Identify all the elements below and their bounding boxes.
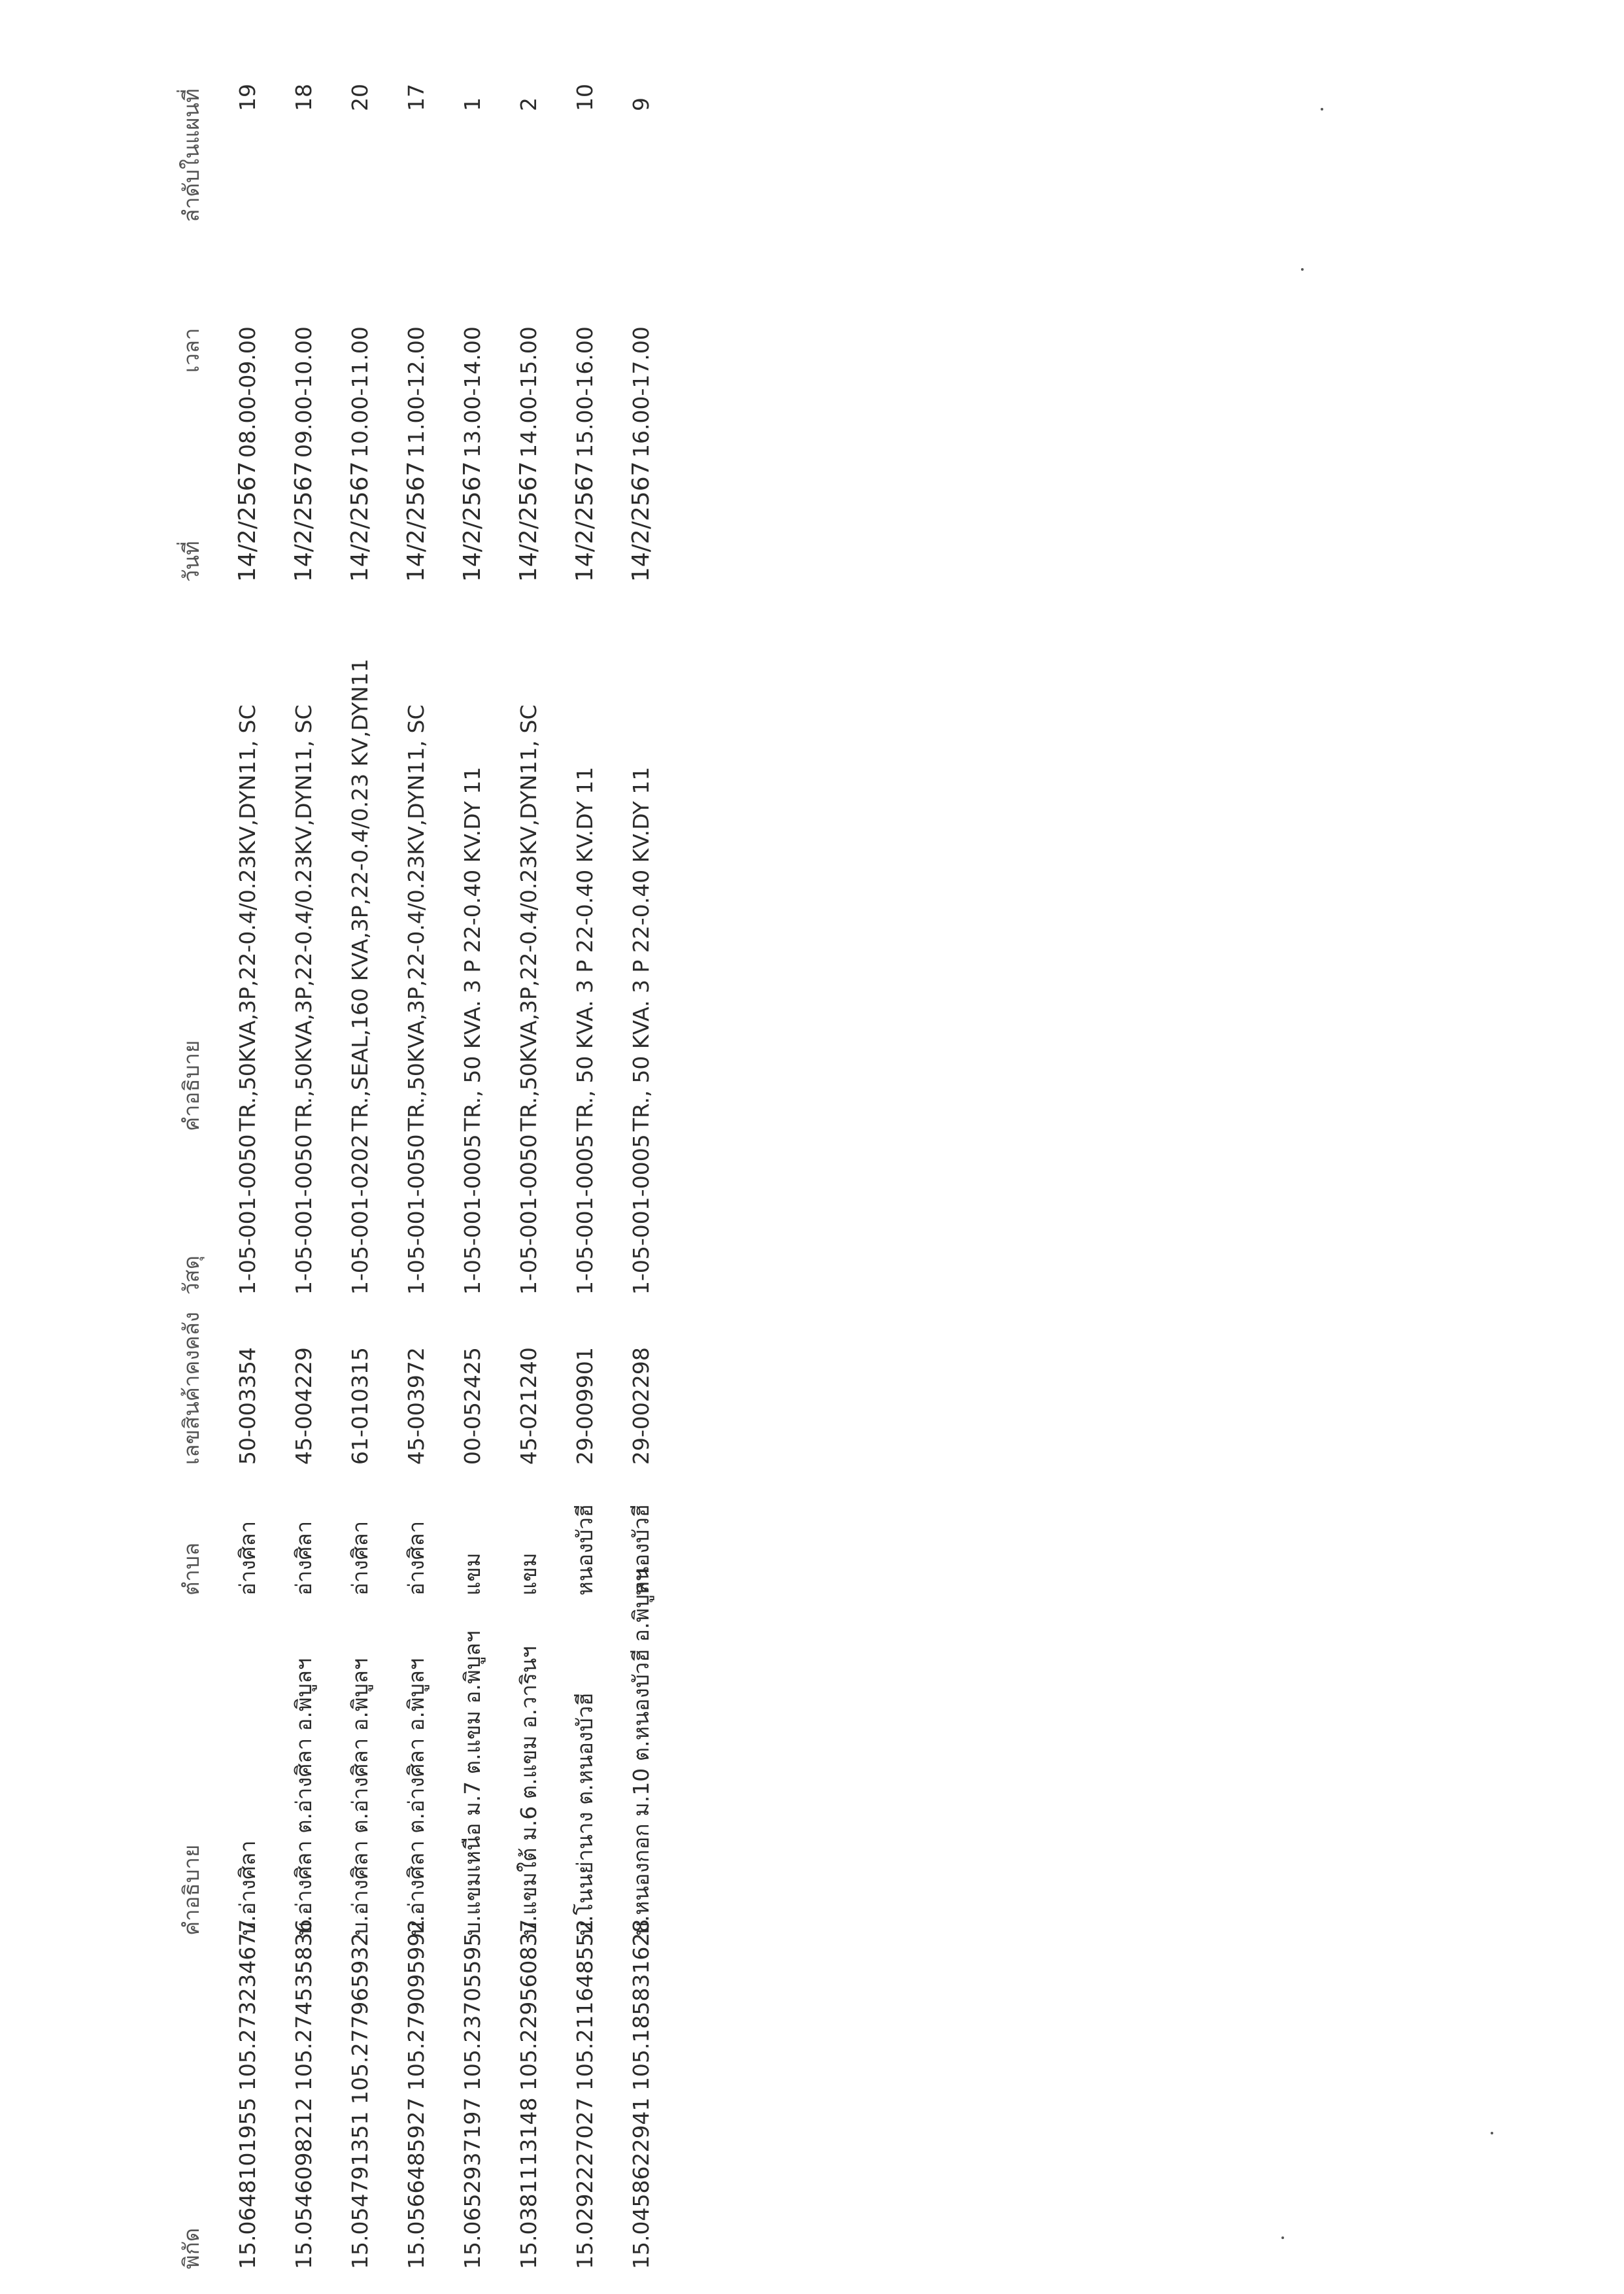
cell-material-desc: TR., 50 KVA. 3 P 22-0.40 KV.DY 11 <box>460 766 485 1131</box>
cell-date: 14/2/2567 <box>290 461 317 582</box>
cell-subdistrict: แขม <box>516 1552 541 1596</box>
cell-serial: 45-021240 <box>516 1347 541 1465</box>
cell-time: 13.00-14.00 <box>460 326 485 458</box>
cell-serial: 61-010315 <box>347 1347 373 1465</box>
cell-material-desc: TR., 50 KVA. 3 P 22-0.40 KV.DY 11 <box>572 766 598 1131</box>
cell-date: 14/2/2567 <box>628 461 654 582</box>
rotated-table <box>163 33 673 2269</box>
cell-time: 08.00-09.00 <box>235 326 260 458</box>
cell-serial: 29-002298 <box>628 1347 654 1465</box>
cell-material-desc: TR.,50KVA,3P,22-0.4/0.23KV,DYN11, SC <box>516 704 541 1131</box>
header-coord: พิกัด <box>178 2227 204 2269</box>
cell-material-desc: TR.,50KVA,3P,22-0.4/0.23KV,DYN11, SC <box>291 704 316 1131</box>
cell-date: 14/2/2567 <box>459 461 486 582</box>
cell-time: 16.00-17.00 <box>628 326 654 458</box>
cell-coord: 15.0648101955 105.273234677 <box>235 1919 260 2269</box>
table-row <box>388 33 445 2269</box>
cell-place-desc: บ.อ่างศิลา ต.อ่างศิลา อ.พิบูลฯ <box>403 1658 429 1936</box>
cell-date: 14/2/2567 <box>234 461 261 582</box>
cell-subdistrict: หนองบัวฮี <box>572 1504 598 1596</box>
cell-place-desc: บ.หนองกอก ม.10 ต.หนองบัวฮี อ.พิบูลฯ <box>628 1569 654 1936</box>
cell-material-code: 1-05-001-0050 <box>291 1134 316 1295</box>
cell-material-code: 1-05-001-0050 <box>403 1134 429 1295</box>
cell-subdistrict: หนองบัวฮี <box>628 1504 654 1596</box>
header-serial: เลขสินค้าคงคลัง <box>178 1312 204 1465</box>
cell-serial: 29-009901 <box>572 1347 598 1465</box>
header-material-desc: คำอธิบาย <box>178 1040 204 1131</box>
cell-place-desc: บ.อ่างศิลา ต.อ่างศิลา อ.พิบูลฯ <box>291 1658 316 1936</box>
cell-time: 10.00-11.00 <box>347 326 373 458</box>
scan-speck <box>1281 2236 1284 2239</box>
cell-place-desc: บ.แขมเหนือ ม.7 ต.แขม อ.พิบูลฯ <box>460 1630 485 1936</box>
header-time: เวลา <box>178 328 204 373</box>
header-material-code: วัสดุ <box>178 1255 204 1295</box>
cell-place-desc: บ.อ่างศิลา ต.อ่างศิลา อ.พิบูลฯ <box>347 1658 373 1936</box>
cell-coord: 15.0652937197 105.23705595 <box>460 1932 485 2269</box>
cell-date: 14/2/2567 <box>515 461 542 582</box>
cell-place-desc: บ.โนนย่านาง ต.หนองบัวฮี <box>572 1692 598 1936</box>
cell-subdistrict: แขม <box>460 1552 485 1596</box>
cell-map-order: 9 <box>628 97 654 111</box>
header-subdistrict: ตำบล <box>178 1542 204 1596</box>
cell-date: 14/2/2567 <box>571 461 598 582</box>
cell-material-code: 1-05-001-0005 <box>460 1134 485 1295</box>
cell-map-order: 19 <box>235 84 260 111</box>
header-place-desc: คำอธิบาย <box>178 1844 204 1936</box>
cell-map-order: 1 <box>460 97 485 111</box>
cell-coord: 15.0292227027 105.211648552 <box>572 1919 598 2269</box>
cell-material-code: 1-05-001-0050 <box>516 1134 541 1295</box>
table-row <box>445 33 501 2269</box>
cell-coord: 15.054791351 105.277965932 <box>347 1932 373 2269</box>
header-map-order: ลำดับในแผนที่ <box>178 88 204 222</box>
cell-place-desc: บ.แขมใต้ ม.6 ต.แขม อ.วารินฯ <box>516 1646 541 1936</box>
cell-material-desc: TR.,SEAL,160 KVA,3P,22-0.4/0.23 KV,DYN11 <box>347 659 373 1131</box>
cell-subdistrict: อ่างศิลา <box>403 1520 429 1596</box>
cell-subdistrict: อ่างศิลา <box>347 1520 373 1596</box>
cell-date: 14/2/2567 <box>403 461 430 582</box>
cell-serial: 45-003972 <box>403 1347 429 1465</box>
table-row <box>501 33 557 2269</box>
header-date: วันที่ <box>178 541 204 582</box>
cell-map-order: 18 <box>291 84 316 111</box>
cell-map-order: 17 <box>403 84 429 111</box>
cell-time: 15.00-16.00 <box>572 326 598 458</box>
cell-place-desc: บ.อ่างศิลา <box>235 1840 260 1936</box>
table-row <box>613 33 669 2269</box>
cell-material-code: 1-05-001-0005 <box>628 1134 654 1295</box>
table-header <box>163 33 220 2269</box>
cell-time: 11.00-12.00 <box>403 326 429 458</box>
scan-speck <box>1321 108 1323 111</box>
table-row <box>557 33 613 2269</box>
cell-material-desc: TR., 50 KVA. 3 P 22-0.40 KV.DY 11 <box>628 766 654 1131</box>
scan-speck <box>1301 268 1304 271</box>
cell-serial: 45-004229 <box>291 1347 316 1465</box>
cell-material-desc: TR.,50KVA,3P,22-0.4/0.23KV,DYN11, SC <box>235 704 260 1131</box>
cell-material-desc: TR.,50KVA,3P,22-0.4/0.23KV,DYN11, SC <box>403 704 429 1131</box>
table-row <box>276 33 332 2269</box>
cell-material-code: 1-05-001-0050 <box>235 1134 260 1295</box>
cell-subdistrict: อ่างศิลา <box>291 1520 316 1596</box>
cell-serial: 50-003354 <box>235 1347 260 1465</box>
cell-map-order: 10 <box>572 84 598 111</box>
cell-time: 09.00-10.00 <box>291 326 316 458</box>
table-row <box>332 33 388 2269</box>
scan-speck <box>1491 2132 1493 2134</box>
table-row <box>220 33 276 2269</box>
cell-material-code: 1-05-001-0202 <box>347 1134 373 1295</box>
cell-coord: 15.0458622941 105.185831628 <box>628 1919 654 2269</box>
cell-map-order: 2 <box>516 97 541 111</box>
cell-coord: 15.0546098212 105.274535836 <box>291 1919 316 2269</box>
cell-subdistrict: อ่างศิลา <box>235 1520 260 1596</box>
cell-date: 14/2/2567 <box>347 461 373 582</box>
cell-coord: 15.0381113148 105.229560837 <box>516 1919 541 2269</box>
cell-map-order: 20 <box>347 84 373 111</box>
cell-time: 14.00-15.00 <box>516 326 541 458</box>
cell-material-code: 1-05-001-0005 <box>572 1134 598 1295</box>
cell-serial: 00-052425 <box>460 1347 485 1465</box>
cell-coord: 15.0566485927 105.279095992 <box>403 1919 429 2269</box>
